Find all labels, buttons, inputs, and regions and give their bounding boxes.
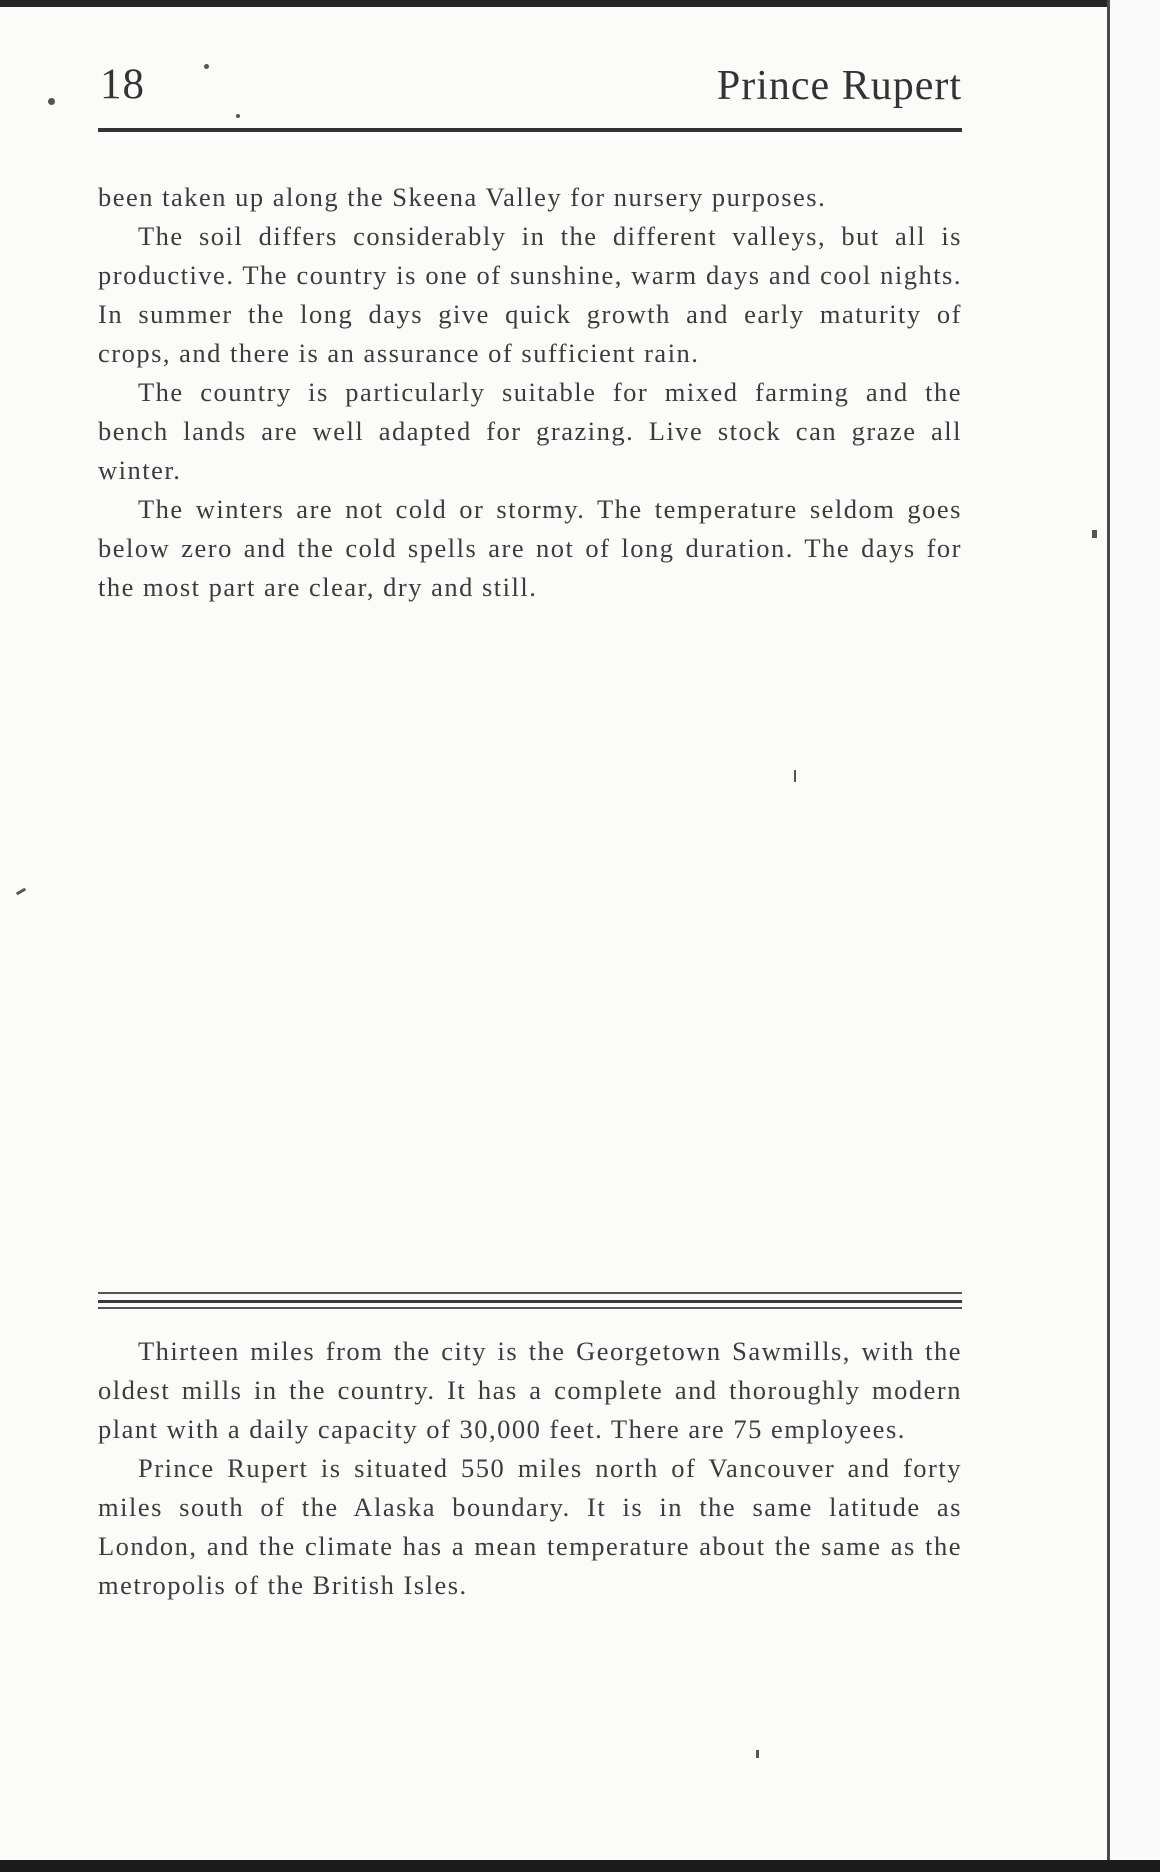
print-speck: [1092, 530, 1097, 538]
scan-bottom-edge: [0, 1860, 1160, 1872]
section-divider-bottom-line: [98, 1307, 962, 1309]
print-speck: [756, 1750, 759, 1758]
section-divider-middle-line: [98, 1300, 962, 1303]
scan-top-edge: [0, 0, 1160, 7]
paragraph-soil: The soil differs considerably in the different valleys, but all is productive. The country is one of sunshine, warm days and cool nights. In summer the long days give quick growth and early maturity of crops, and there is an assurance of sufficient rain.: [98, 221, 962, 368]
paragraph-location: Prince Rupert is situated 550 miles north of Vancouver and forty miles south of the Alaska boundary. It is in the same latitude as London, and the climate has a mean temperature about the same as the metropolis of the British Isles.: [98, 1453, 962, 1600]
header-rule: [98, 128, 962, 132]
paragraph-sawmills: Thirteen miles from the city is the Georgetown Sawmills, with the oldest mills in the country. It has a complete and thoroughly modern plant with a daily capacity of 30,000 feet. There are 75 employees.: [98, 1336, 962, 1444]
paragraph-winters: The winters are not cold or stormy. The temperature seldom goes below zero and the cold spells are not of long duration. The days for the most part are clear, dry and still.: [98, 494, 962, 602]
section-divider-top-line: [98, 1292, 962, 1294]
paragraph-farming: The country is particularly suitable for mixed farming and the bench lands are well adapted for grazing. Live stock can graze all winter.: [98, 377, 962, 485]
print-speck: [794, 770, 796, 782]
paragraph-nursery-continuation: been taken up along the Skeena Valley for nursery purposes.: [98, 182, 827, 212]
running-title: Prince Rupert: [716, 63, 962, 109]
lower-text-block: [98, 1332, 962, 1605]
print-speck: [48, 98, 55, 105]
upper-text-block: [98, 178, 962, 607]
print-speck: [236, 114, 240, 118]
page-number: 18: [100, 61, 145, 108]
print-speck: [204, 64, 209, 69]
print-speck: [16, 888, 26, 896]
scan-margin-strip: [1110, 0, 1160, 1866]
